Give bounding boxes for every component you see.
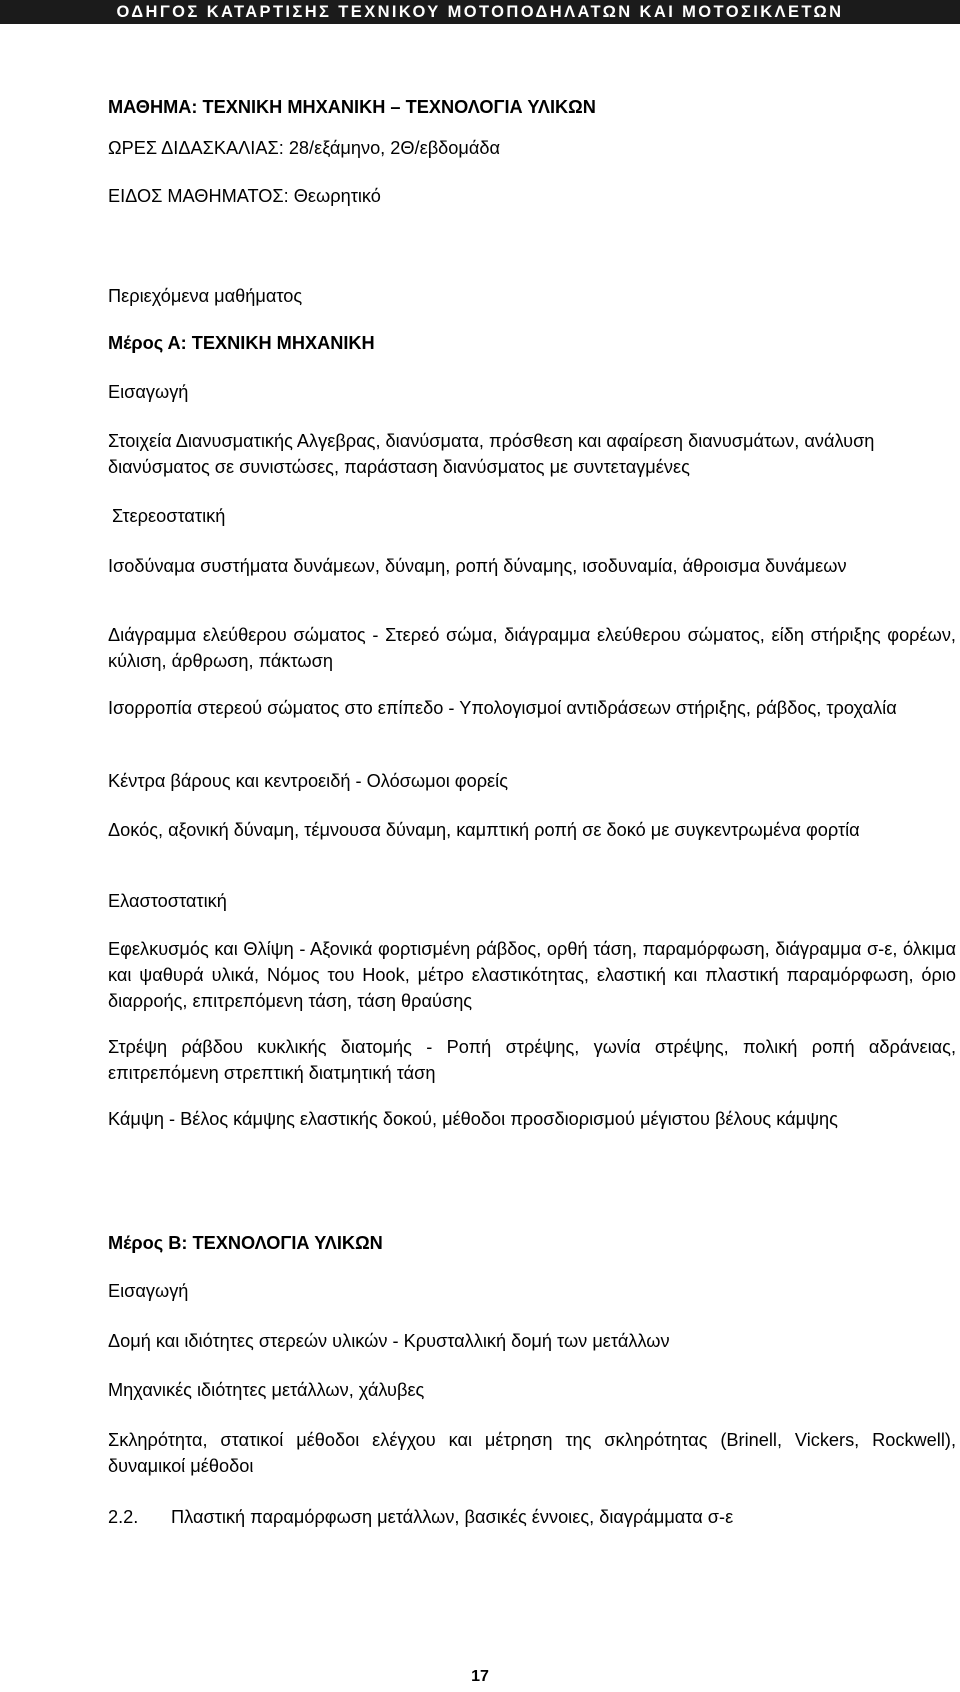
statics-item: Ισορροπία στερεού σώματος στο επίπεδο - Υπολογισμοί αντιδράσεων στήριξης, ράβδος, τροχαλία xyxy=(108,698,897,718)
elastostatics-item: Στρέψη ράβδου κυκλικής διατομής - Ροπή στρέψης, γωνία στρέψης, πολική ροπή αδράνειας, επιτρεπόμενη στρεπτική διατμητική τάση xyxy=(108,1037,956,1083)
item-text: Πλαστική παραμόρφωση μετάλλων, βασικές έννοιες, διαγράμματα σ-ε xyxy=(171,1507,734,1527)
part-b-item: Σκληρότητα, στατικοί μέθοδοι ελέγχου και μέτρηση της σκληρότητας (Brinell, Vickers, Rockwell), δυναμικοί μέθοδοι xyxy=(108,1430,956,1476)
part-b-item: Μηχανικές ιδιότητες μετάλλων, χάλυβες xyxy=(108,1380,425,1400)
statics-heading: Στερεοστατική xyxy=(112,506,226,526)
statics-item: Ισοδύναμα συστήματα δυνάμεων, δύναμη, ροπή δύναμης, ισοδυναμία, άθροισμα δυνάμεων xyxy=(108,556,847,576)
statics-item: Διάγραμμα ελεύθερου σώματος - Στερεό σώμα, διάγραμμα ελεύθερου σώματος, είδη στήριξης φορέων, κύλιση, άρθρωση, πάκτωση xyxy=(108,625,956,671)
vectors-paragraph: Στοιχεία Διανυσματικής Αλγεβρας, διανύσματα, πρόσθεση και αφαίρεση διανυσμάτων, ανάλυση διανύσματος σε συνιστώσες, παράσταση διανύσματος με συντεταγμένες xyxy=(108,431,875,477)
elastostatics-item: Κάμψη - Βέλος κάμψης ελαστικής δοκού, μέθοδοι προσδιορισμού μέγιστου βέλους κάμψης xyxy=(108,1109,838,1129)
elastostatics-item: Εφελκυσμός και Θλίψη - Αξονικά φορτισμένη ράβδος, ορθή τάση, παραμόρφωση, διάγραμμα σ-ε, όλκιμα και ψαθυρά υλικά, Νόμος του Hook, μέτρο ελαστικότητας, ελαστική και πλαστική παραμόρφωση, όριο διαρροής, επιτρεπόμενη τάση, τάση θραύσης xyxy=(108,939,956,1011)
part-a-title: Μέρος Α: ΤΕΧΝΙΚΗ ΜΗΧΑΝΙΚΗ xyxy=(108,333,375,353)
course-hours: ΩΡΕΣ ΔΙΔΑΣΚΑΛΙΑΣ: 28/εξάμηνο, 2Θ/εβδομάδα xyxy=(108,138,501,158)
running-header: ΟΔΗΓΟΣ ΚΑΤΑΡΤΙΣΗΣ ΤΕΧΝΙΚΟΥ ΜΟΤΟΠΟΔΗΛΑΤΩΝ ΚΑΙ ΜΟΤΟΣΙΚΛΕΤΩΝ xyxy=(116,3,844,21)
statics-item: Κέντρα βάρους και κεντροειδή - Ολόσωμοι φορείς xyxy=(108,771,508,791)
part-b-item: Δομή και ιδιότητες στερεών υλικών - Κρυσταλλική δομή των μετάλλων xyxy=(108,1331,670,1351)
course-subject: ΜΑΘΗΜΑ: ΤΕΧΝΙΚΗ ΜΗΧΑΝΙΚΗ – ΤΕΧΝΟΛΟΓΙΑ ΥΛΙΚΩΝ xyxy=(108,97,596,117)
contents-heading: Περιεχόμενα μαθήματος xyxy=(108,286,303,306)
numbered-item xyxy=(108,1504,733,1530)
page-number: 17 xyxy=(471,1668,489,1685)
part-a-intro-heading: Εισαγωγή xyxy=(108,382,189,402)
part-b-title: Μέρος Β: ΤΕΧΝΟΛΟΓΙΑ ΥΛΙΚΩΝ xyxy=(108,1233,383,1253)
part-b-intro-heading: Εισαγωγή xyxy=(108,1281,189,1301)
item-number: 2.2. xyxy=(108,1507,139,1527)
elastostatics-heading: Ελαστοστατική xyxy=(108,891,227,911)
statics-item: Δοκός, αξονική δύναμη, τέμνουσα δύναμη, καμπτική ροπή σε δοκό με συγκεντρωμένα φορτία xyxy=(108,820,860,840)
header-band xyxy=(0,0,960,24)
course-type: ΕΙΔΟΣ ΜΑΘΗΜΑΤΟΣ: Θεωρητικό xyxy=(108,186,381,206)
